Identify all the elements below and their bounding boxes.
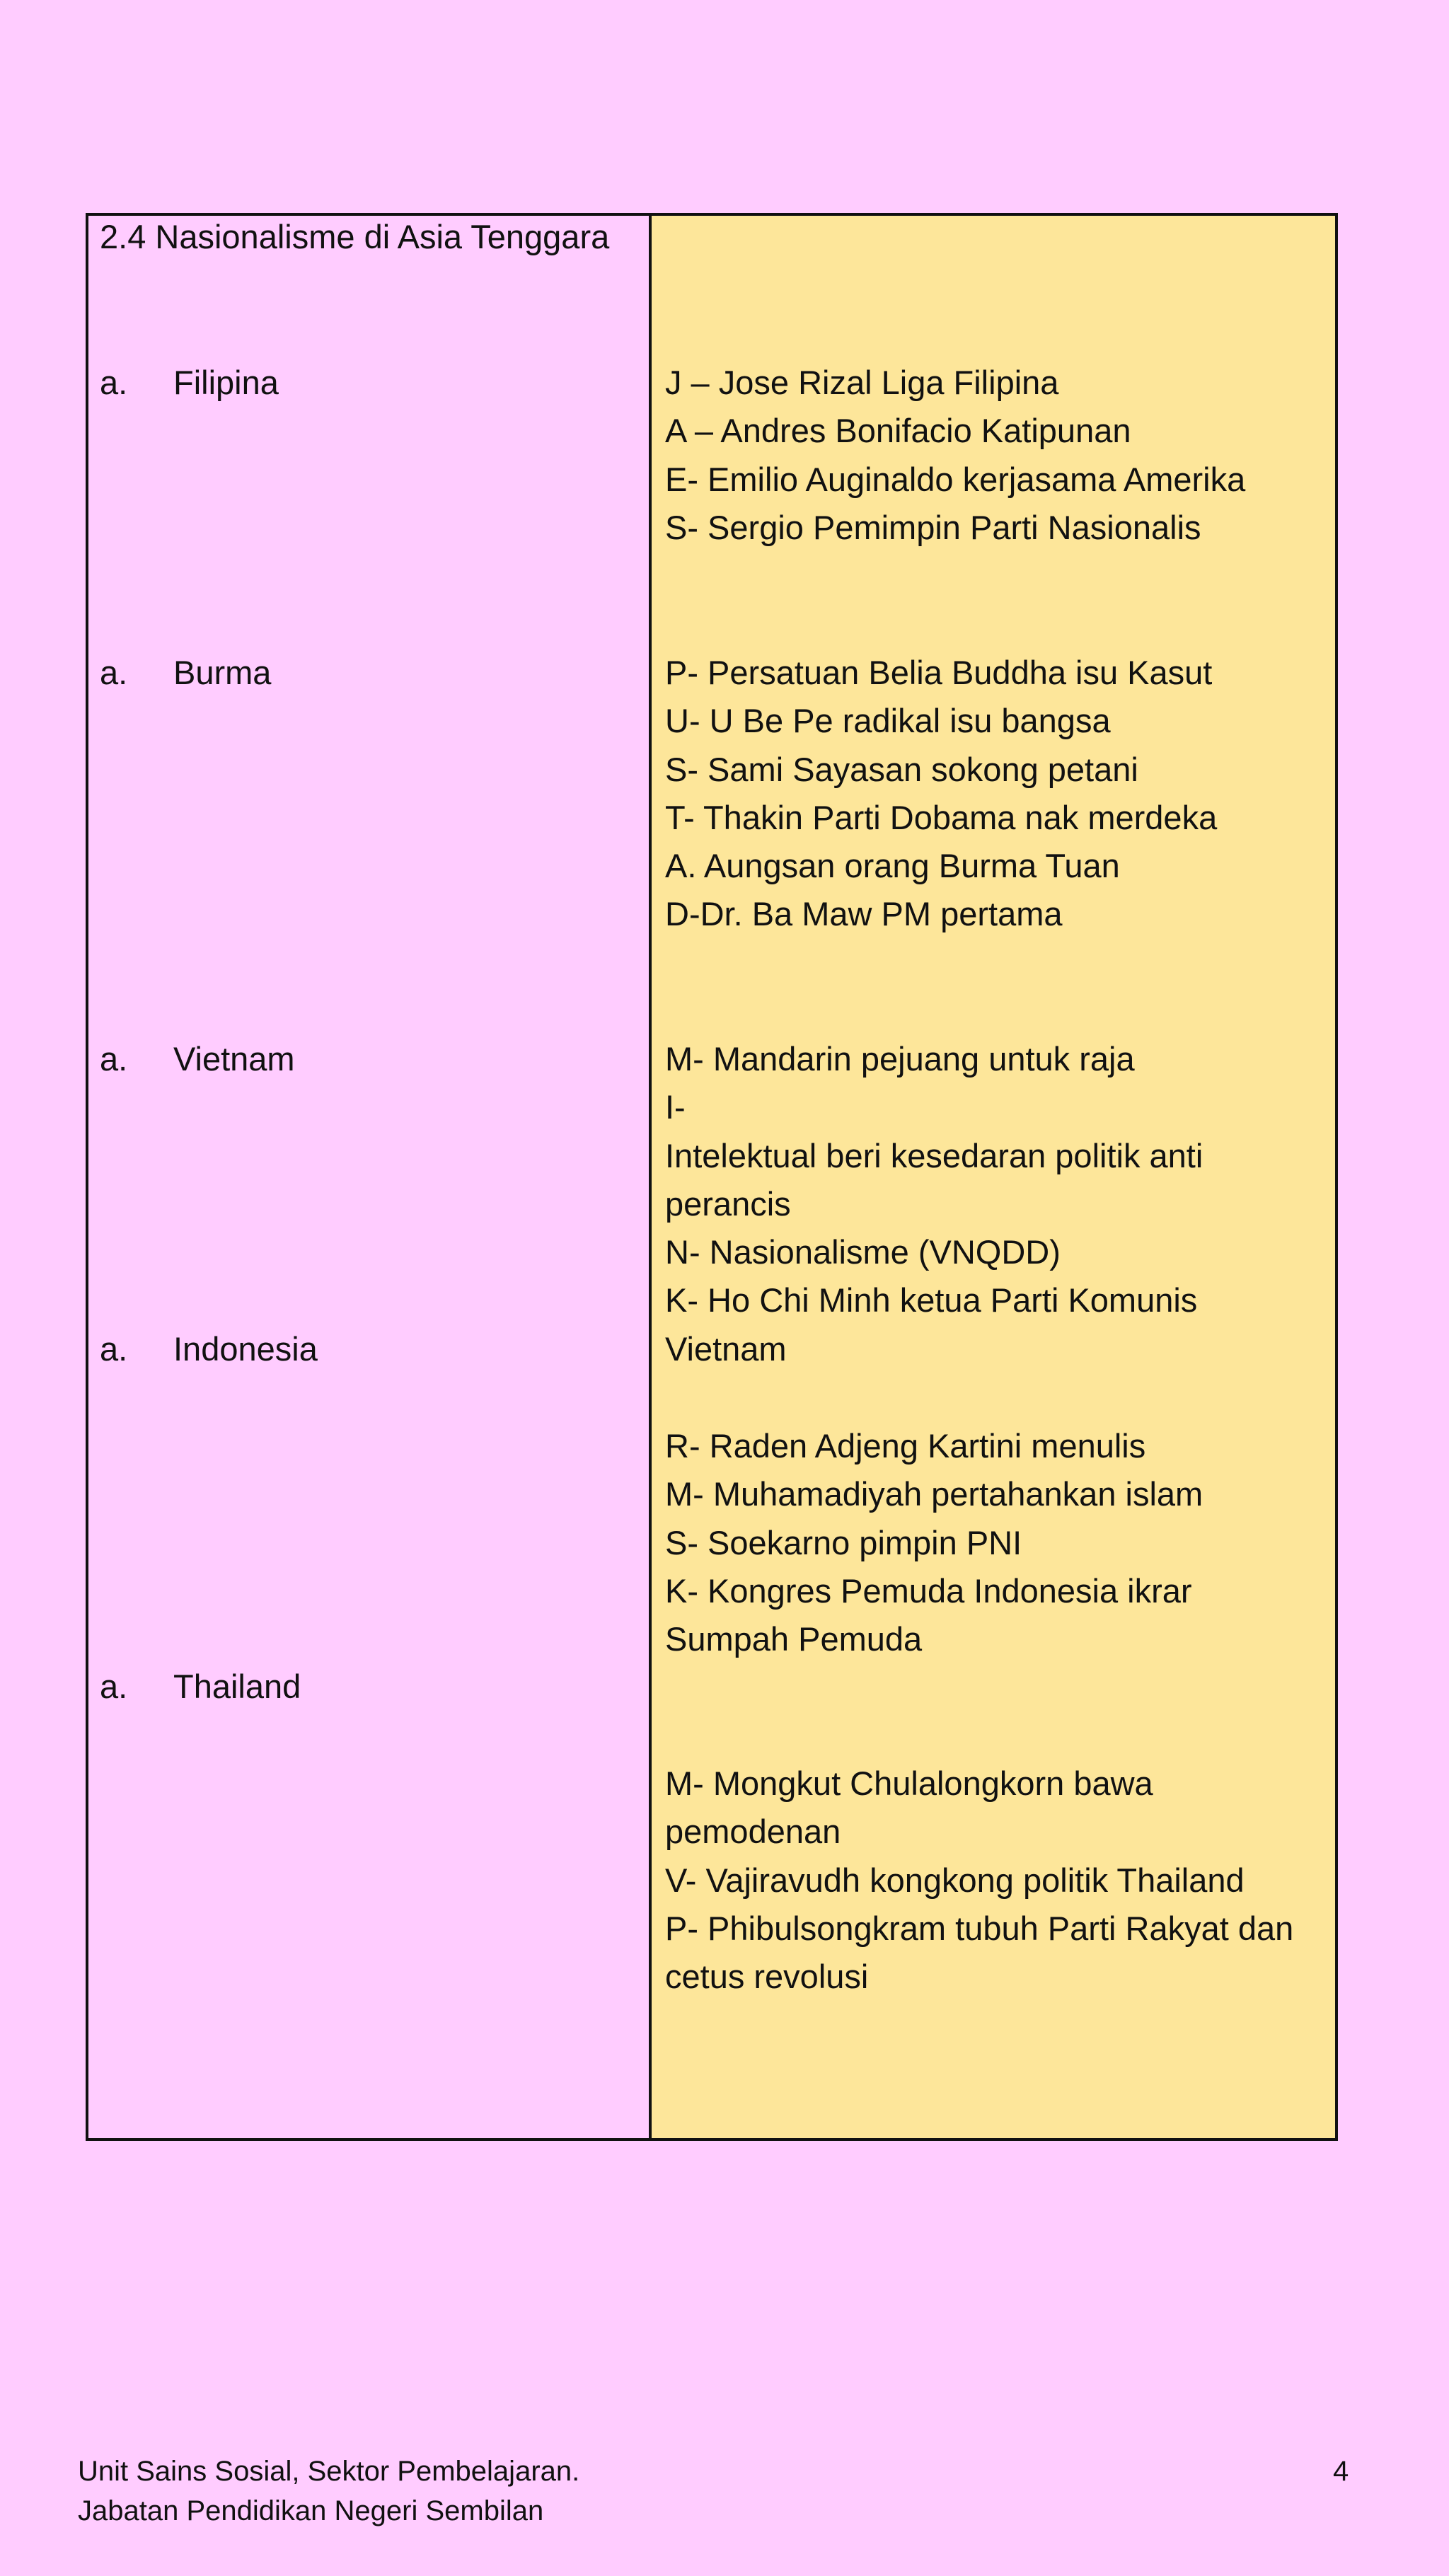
country-prefix-burma: a. <box>100 654 128 691</box>
list-item: Sumpah Pemuda <box>665 1620 923 1658</box>
list-item: cetus revolusi <box>665 1958 869 1996</box>
list-item: M- Muhamadiyah pertahankan islam <box>665 1475 1203 1513</box>
block-burma <box>665 649 1217 939</box>
left-column <box>88 216 652 2138</box>
page-number: 4 <box>1333 2456 1349 2487</box>
list-item: Vietnam <box>665 1329 787 1368</box>
list-item: S- Sami Sayasan sokong petani <box>665 750 1138 788</box>
list-item: M- Mandarin pejuang untuk raja <box>665 1040 1135 1078</box>
list-item: P- Phibulsongkram tubuh Parti Rakyat dan <box>665 1909 1294 1947</box>
section-heading: 2.4 Nasionalisme di Asia Tenggara <box>100 218 610 255</box>
list-item: S- Sergio Pemimpin Parti Nasionalis <box>665 508 1201 546</box>
list-item: T- Thakin Parti Dobama nak merdeka <box>665 798 1218 836</box>
list-item: K- Kongres Pemuda Indonesia ikrar <box>665 1571 1192 1610</box>
country-prefix-vietnam: a. <box>100 1040 128 1078</box>
block-thailand <box>665 1760 1293 2001</box>
list-item: D-Dr. Ba Maw PM pertama <box>665 895 1063 933</box>
list-item: M- Mongkut Chulalongkorn bawa <box>665 1764 1153 1802</box>
list-item: N- Nasionalisme (VNQDD) <box>665 1233 1061 1271</box>
block-filipina <box>665 359 1245 552</box>
list-item: E- Emilio Auginaldo kerjasama Amerika <box>665 460 1246 498</box>
list-item: K- Ho Chi Minh ketua Parti Komunis <box>665 1281 1198 1319</box>
country-name-indonesia: Indonesia <box>173 1330 318 1368</box>
country-prefix-thailand: a. <box>100 1668 128 1705</box>
country-name-vietnam: Vietnam <box>173 1040 295 1078</box>
list-item: J – Jose Rizal Liga Filipina <box>665 364 1059 401</box>
list-item: A. Aungsan orang Burma Tuan <box>665 847 1120 885</box>
list-item: R- Raden Adjeng Kartini menulis <box>665 1427 1146 1465</box>
list-item: V- Vajiravudh kongkong politik Thailand <box>665 1861 1245 1899</box>
country-name-filipina: Filipina <box>173 364 279 401</box>
list-item: A – Andres Bonifacio Katipunan <box>665 412 1131 450</box>
country-name-burma: Burma <box>173 654 272 691</box>
list-item: perancis <box>665 1184 791 1223</box>
list-item: I- <box>665 1088 686 1126</box>
footer-line-2: Jabatan Pendidikan Negeri Sembilan <box>78 2495 544 2526</box>
country-prefix-indonesia: a. <box>100 1330 128 1368</box>
list-item: S- Soekarno pimpin PNI <box>665 1523 1022 1561</box>
list-item: U- U Be Pe radikal isu bangsa <box>665 702 1111 740</box>
block-vietnam <box>665 1035 1203 1373</box>
list-item: P- Persatuan Belia Buddha isu Kasut <box>665 654 1213 691</box>
block-indonesia <box>665 1422 1203 1663</box>
country-name-thailand: Thailand <box>173 1668 301 1705</box>
country-prefix-filipina: a. <box>100 364 128 401</box>
list-item: Intelektual beri kesedaran politik anti <box>665 1136 1203 1174</box>
list-item: pemodenan <box>665 1813 841 1851</box>
footer-line-1: Unit Sains Sosial, Sektor Pembelajaran. <box>78 2456 580 2487</box>
